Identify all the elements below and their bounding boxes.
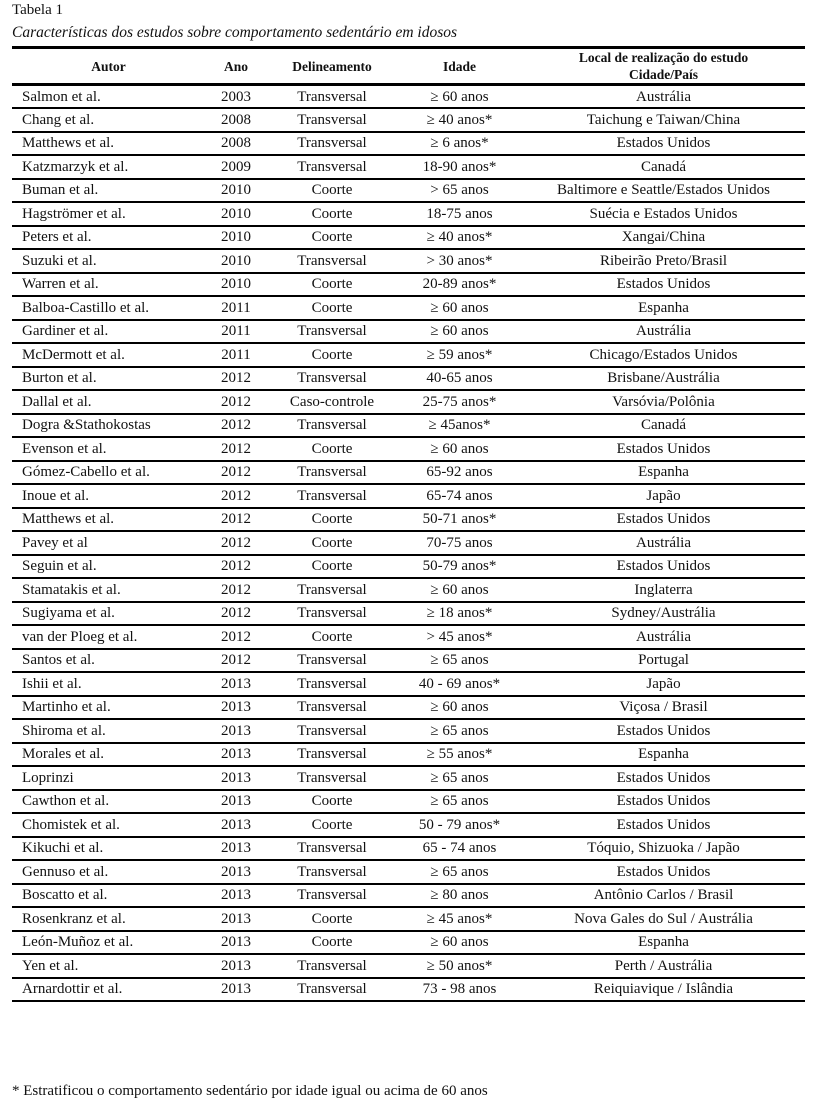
cell-delineamento: Coorte: [311, 534, 353, 551]
cell-autor: Balboa-Castillo et al.: [22, 299, 150, 316]
cell-idade: ≥ 60 anos: [430, 581, 489, 598]
cell-idade: ≥ 65 anos: [430, 793, 489, 810]
cell-ano: 2013: [221, 840, 251, 857]
cell-local: Portugal: [638, 652, 689, 669]
cell-ano: 2013: [221, 675, 251, 692]
cell-autor: Ishii et al.: [22, 675, 82, 692]
cell-autor: Rosenkranz et al.: [22, 910, 126, 927]
cell-local: Inglaterra: [634, 581, 693, 598]
cell-local: Austrália: [636, 88, 691, 105]
cell-autor: Gennuso et al.: [22, 863, 109, 880]
cell-ano: 2011: [221, 299, 251, 316]
cell-idade: ≥ 60 anos: [430, 440, 489, 457]
cell-local: Chicago/Estados Unidos: [589, 346, 738, 363]
cell-ano: 2012: [221, 534, 251, 551]
table-row: [12, 461, 805, 485]
cell-ano: 2013: [221, 769, 251, 786]
cell-idade: 20-89 anos*: [422, 276, 497, 293]
cell-local: Sydney/Austrália: [611, 605, 716, 622]
cell-delineamento: Transversal: [297, 88, 367, 105]
table-row: [12, 672, 805, 696]
cell-delineamento: Transversal: [297, 746, 367, 763]
cell-autor: Matthews et al.: [22, 511, 115, 528]
cell-idade: ≥ 18 anos*: [426, 605, 493, 622]
cell-idade: > 65 anos: [430, 182, 489, 199]
cell-ano: 2012: [221, 581, 251, 598]
cell-delineamento: Transversal: [297, 957, 367, 974]
cell-autor: Buman et al.: [22, 182, 99, 199]
cell-delineamento: Coorte: [311, 816, 353, 833]
cell-idade: ≥ 40 anos*: [426, 229, 493, 246]
cell-local: Nova Gales do Sul / Austrália: [574, 910, 753, 927]
cell-ano: 2012: [221, 511, 251, 528]
table-header: [12, 48, 805, 85]
cell-ano: 2012: [221, 370, 251, 387]
cell-autor: van der Ploeg et al.: [22, 628, 138, 645]
cell-idade: 18-75 anos: [426, 205, 493, 222]
cell-local: Espanha: [638, 934, 689, 951]
table-row: [12, 719, 805, 743]
cell-delineamento: Coorte: [311, 558, 353, 575]
table-row: [12, 414, 805, 438]
cell-local: Estados Unidos: [616, 769, 711, 786]
cell-delineamento: Transversal: [297, 769, 367, 786]
cell-ano: 2010: [221, 205, 251, 222]
cell-autor: Boscatto et al.: [22, 887, 108, 904]
cell-delineamento: Transversal: [297, 417, 367, 434]
table-row: [12, 531, 805, 555]
cell-local: Espanha: [638, 746, 689, 763]
cell-ano: 2013: [221, 699, 251, 716]
cell-local: Espanha: [638, 464, 689, 481]
cell-local: Xangai/China: [621, 229, 706, 246]
table-row: [12, 155, 805, 179]
table-row: [12, 578, 805, 602]
cell-autor: Kikuchi et al.: [22, 840, 104, 857]
table-row: [12, 390, 805, 414]
cell-delineamento: Transversal: [297, 722, 367, 739]
studies-table: [12, 46, 805, 1002]
cell-idade: ≥ 60 anos: [430, 699, 489, 716]
header-local-line1: Local de realização do estudo: [578, 50, 749, 65]
cell-autor: Gómez-Cabello et al.: [22, 464, 150, 481]
cell-local: Suécia e Estados Unidos: [589, 205, 738, 222]
cell-autor: Chomistek et al.: [22, 816, 120, 833]
cell-local: Tóquio, Shizuoka / Japão: [587, 840, 740, 857]
header-local: [522, 48, 805, 85]
table-row: [12, 226, 805, 250]
cell-ano: 2013: [221, 793, 251, 810]
cell-local: Espanha: [638, 299, 689, 316]
cell-ano: 2013: [221, 816, 251, 833]
cell-local: Antônio Carlos / Brasil: [593, 887, 734, 904]
cell-idade: ≥ 65 anos: [430, 722, 489, 739]
cell-idade: ≥ 60 anos: [430, 299, 489, 316]
cell-local: Baltimore e Seattle/Estados Unidos: [557, 182, 770, 199]
table-row: [12, 837, 805, 861]
cell-ano: 2013: [221, 746, 251, 763]
cell-local: Taichung e Taiwan/China: [586, 111, 741, 128]
cell-delineamento: Coorte: [311, 910, 353, 927]
cell-idade: ≥ 60 anos: [430, 88, 489, 105]
cell-delineamento: Transversal: [297, 370, 367, 387]
table-row: [12, 343, 805, 367]
cell-idade: > 45 anos*: [426, 628, 493, 645]
cell-idade: ≥ 65 anos: [430, 652, 489, 669]
cell-idade: 73 - 98 anos: [422, 981, 497, 998]
cell-delineamento: Coorte: [311, 793, 353, 810]
cell-delineamento: Transversal: [297, 158, 367, 175]
cell-idade: ≥ 59 anos*: [426, 346, 493, 363]
cell-ano: 2013: [221, 722, 251, 739]
cell-local: Varsóvia/Polônia: [612, 393, 715, 410]
cell-local: Austrália: [636, 323, 691, 340]
cell-autor: Loprinzi: [22, 769, 74, 786]
cell-ano: 2013: [221, 887, 251, 904]
cell-local: Brisbane/Austrália: [607, 370, 720, 387]
table-label: Tabela 1: [12, 2, 64, 18]
table-row: [12, 85, 805, 109]
cell-delineamento: Transversal: [297, 887, 367, 904]
cell-idade: ≥ 65 anos: [430, 863, 489, 880]
cell-local: Estados Unidos: [616, 440, 711, 457]
cell-delineamento: Coorte: [311, 276, 353, 293]
cell-delineamento: Transversal: [297, 605, 367, 622]
cell-idade: 50-79 anos*: [422, 558, 497, 575]
cell-idade: 65-92 anos: [426, 464, 493, 481]
cell-autor: Salmon et al.: [22, 88, 101, 105]
cell-delineamento: Coorte: [311, 346, 353, 363]
cell-autor: Santos et al.: [22, 652, 95, 669]
cell-delineamento: Transversal: [297, 464, 367, 481]
table-row: [12, 108, 805, 132]
cell-autor: Suzuki et al.: [22, 252, 97, 269]
cell-autor: Chang et al.: [22, 111, 95, 128]
cell-local: Canadá: [641, 417, 686, 434]
cell-local: Estados Unidos: [616, 558, 711, 575]
cell-ano: 2012: [221, 464, 251, 481]
cell-local: Reiquiavique / Islândia: [593, 981, 734, 998]
table-row: [12, 625, 805, 649]
cell-autor: Martinho et al.: [22, 699, 111, 716]
cell-idade: ≥ 60 anos: [430, 934, 489, 951]
cell-autor: Yen et al.: [22, 957, 79, 974]
cell-ano: 2012: [221, 417, 251, 434]
cell-ano: 2011: [221, 323, 251, 340]
cell-ano: 2012: [221, 558, 251, 575]
cell-delineamento: Transversal: [297, 252, 367, 269]
cell-autor: León-Muñoz et al.: [22, 934, 134, 951]
table-row: [12, 766, 805, 790]
cell-delineamento: Coorte: [311, 299, 353, 316]
cell-local: Japão: [646, 675, 681, 692]
cell-local: Estados Unidos: [616, 793, 711, 810]
table-row: [12, 179, 805, 203]
table-footnote: * Estratificou o comportamento sedentário por idade igual ou acima de 60 anos: [12, 1083, 488, 1099]
cell-delineamento: Caso-controle: [289, 393, 375, 410]
cell-idade: 50-71 anos*: [422, 511, 497, 528]
table-row: [12, 696, 805, 720]
cell-local: Perth / Austrália: [614, 957, 713, 974]
table-row: [12, 484, 805, 508]
table-row: [12, 273, 805, 297]
cell-ano: 2008: [221, 111, 251, 128]
table-row: [12, 743, 805, 767]
cell-local: Japão: [646, 487, 681, 504]
cell-ano: 2012: [221, 487, 251, 504]
cell-idade: ≥ 50 anos*: [426, 957, 493, 974]
cell-idade: ≥ 80 anos: [430, 887, 489, 904]
cell-delineamento: Transversal: [297, 981, 367, 998]
cell-autor: Gardiner et al.: [22, 323, 109, 340]
cell-local: Estados Unidos: [616, 863, 711, 880]
cell-ano: 2012: [221, 393, 251, 410]
table-row: [12, 813, 805, 837]
cell-ano: 2012: [221, 652, 251, 669]
cell-delineamento: Coorte: [311, 628, 353, 645]
cell-autor: Inoue et al.: [22, 487, 90, 504]
cell-ano: 2012: [221, 440, 251, 457]
cell-autor: Stamatakis et al.: [22, 581, 121, 598]
cell-ano: 2012: [221, 628, 251, 645]
cell-autor: Sugiyama et al.: [22, 605, 115, 622]
cell-delineamento: Transversal: [297, 863, 367, 880]
header-delineamento: Delineamento: [292, 58, 372, 74]
cell-idade: 65 - 74 anos: [422, 840, 497, 857]
cell-idade: 65-74 anos: [426, 487, 493, 504]
cell-idade: ≥ 55 anos*: [426, 746, 493, 763]
cell-idade: ≥ 40 anos*: [426, 111, 493, 128]
cell-autor: Dogra &Stathokostas: [22, 417, 151, 434]
cell-autor: Katzmarzyk et al.: [22, 158, 129, 175]
cell-local: Estados Unidos: [616, 135, 711, 152]
cell-autor: Arnardottir et al.: [22, 981, 123, 998]
cell-local: Estados Unidos: [616, 722, 711, 739]
header-idade: Idade: [442, 58, 476, 74]
cell-idade: ≥ 45anos*: [428, 417, 491, 434]
table-row: [12, 508, 805, 532]
cell-ano: 2012: [221, 605, 251, 622]
cell-ano: 2013: [221, 910, 251, 927]
cell-idade: 50 - 79 anos*: [418, 816, 501, 833]
table-row: [12, 954, 805, 978]
cell-idade: ≥ 65 anos: [430, 769, 489, 786]
cell-autor: Pavey et al: [22, 534, 88, 551]
cell-delineamento: Transversal: [297, 111, 367, 128]
cell-autor: Warren et al.: [22, 276, 99, 293]
table-row: [12, 602, 805, 626]
cell-autor: Dallal et al.: [22, 393, 92, 410]
cell-delineamento: Coorte: [311, 440, 353, 457]
cell-idade: > 30 anos*: [426, 252, 493, 269]
cell-ano: 2008: [221, 135, 251, 152]
cell-local: Ribeirão Preto/Brasil: [599, 252, 728, 269]
cell-autor: Seguin et al.: [22, 558, 97, 575]
cell-ano: 2010: [221, 276, 251, 293]
cell-delineamento: Coorte: [311, 511, 353, 528]
cell-local: Canadá: [641, 158, 686, 175]
cell-autor: Shiroma et al.: [22, 722, 106, 739]
cell-ano: 2013: [221, 981, 251, 998]
cell-local: Estados Unidos: [616, 511, 711, 528]
table-row: [12, 884, 805, 908]
cell-autor: Burton et al.: [22, 370, 97, 387]
cell-local: Austrália: [636, 628, 691, 645]
header-ano: Ano: [223, 58, 248, 74]
cell-autor: Morales et al.: [22, 746, 105, 763]
table-row: [12, 296, 805, 320]
cell-idade: 18-90 anos*: [422, 158, 497, 175]
cell-delineamento: Transversal: [297, 487, 367, 504]
cell-local: Viçosa / Brasil: [619, 699, 708, 716]
table-row: [12, 555, 805, 579]
cell-delineamento: Transversal: [297, 323, 367, 340]
table-row: [12, 132, 805, 156]
cell-delineamento: Coorte: [311, 205, 353, 222]
cell-idade: ≥ 45 anos*: [426, 910, 493, 927]
cell-delineamento: Transversal: [297, 652, 367, 669]
cell-idade: 25-75 anos*: [422, 393, 497, 410]
table-row: [12, 978, 805, 1002]
cell-delineamento: Transversal: [297, 675, 367, 692]
table-row: [12, 202, 805, 226]
cell-delineamento: Coorte: [311, 182, 353, 199]
cell-autor: Cawthon et al.: [22, 793, 110, 810]
cell-local: Austrália: [636, 534, 691, 551]
cell-idade: 40-65 anos: [426, 370, 493, 387]
cell-delineamento: Coorte: [311, 229, 353, 246]
table-row: [12, 790, 805, 814]
cell-delineamento: Transversal: [297, 135, 367, 152]
cell-delineamento: Coorte: [311, 934, 353, 951]
cell-ano: 2009: [221, 158, 251, 175]
header-autor: Autor: [91, 58, 126, 74]
cell-local: Estados Unidos: [616, 276, 711, 293]
cell-idade: ≥ 6 anos*: [430, 135, 489, 152]
cell-delineamento: Transversal: [297, 581, 367, 598]
cell-local: Estados Unidos: [616, 816, 711, 833]
table-body: [12, 85, 805, 1002]
cell-ano: 2003: [221, 88, 251, 105]
cell-ano: 2010: [221, 229, 251, 246]
cell-delineamento: Transversal: [297, 699, 367, 716]
table-row: [12, 860, 805, 884]
cell-ano: 2010: [221, 182, 251, 199]
table-title: Características dos estudos sobre comportamento sedentário em idosos: [12, 24, 458, 41]
cell-ano: 2011: [221, 346, 251, 363]
table-row: [12, 437, 805, 461]
cell-idade: 70-75 anos: [426, 534, 493, 551]
cell-ano: 2013: [221, 957, 251, 974]
table-row: [12, 320, 805, 344]
cell-autor: Peters et al.: [22, 229, 92, 246]
cell-ano: 2010: [221, 252, 251, 269]
cell-autor: McDermott et al.: [22, 346, 125, 363]
table-row: [12, 907, 805, 931]
table-row: [12, 249, 805, 273]
cell-idade: ≥ 60 anos: [430, 323, 489, 340]
table-row: [12, 931, 805, 955]
table-row: [12, 649, 805, 673]
header-local-line2: Cidade/País: [628, 67, 698, 82]
cell-autor: Evenson et al.: [22, 440, 107, 457]
cell-autor: Matthews et al.: [22, 135, 115, 152]
cell-delineamento: Transversal: [297, 840, 367, 857]
cell-idade: 40 - 69 anos*: [418, 675, 501, 692]
header-row: [12, 48, 805, 85]
cell-ano: 2013: [221, 863, 251, 880]
cell-ano: 2013: [221, 934, 251, 951]
cell-autor: Hagströmer et al.: [22, 205, 126, 222]
table-row: [12, 367, 805, 391]
